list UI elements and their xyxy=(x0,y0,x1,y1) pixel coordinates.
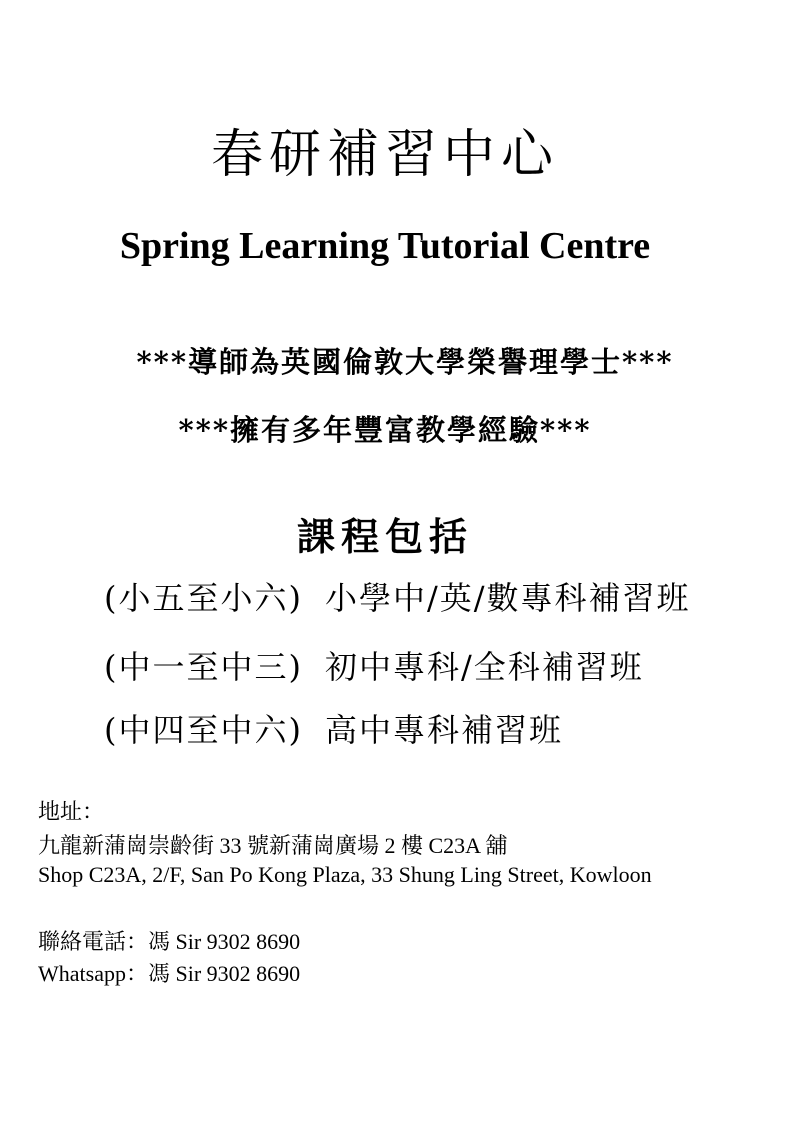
course-grade: (中四至中六) xyxy=(104,711,303,749)
course-desc: 高中專科補習班 xyxy=(324,711,563,749)
highlight-teaching-experience: ***擁有多年豐富教學經驗*** xyxy=(178,413,592,447)
contact-whatsapp: Whatsapp：馮 Sir 9302 8690 xyxy=(38,961,301,986)
address-chinese: 九龍新蒲崗崇齡街 33 號新蒲崗廣場 2 樓 C23A 舖 xyxy=(38,833,508,858)
course-grade: (中一至中三) xyxy=(104,648,303,686)
address-label: 地址： xyxy=(38,799,105,824)
course-desc: 初中專科/全科補習班 xyxy=(324,648,644,686)
courses-heading: 課程包括 xyxy=(296,514,473,559)
title-chinese: 春研補習中心 xyxy=(210,125,559,185)
course-item xyxy=(104,705,563,751)
course-item xyxy=(104,573,691,619)
contact-phone: 聯絡電話：馮 Sir 9302 8690 xyxy=(38,929,301,954)
course-desc: 小學中/英/數專科補習班 xyxy=(324,579,691,617)
course-item xyxy=(104,642,644,688)
address-english: Shop C23A, 2/F, San Po Kong Plaza, 33 Shung Ling Street, Kowloon xyxy=(38,862,652,887)
course-grade: (小五至小六) xyxy=(104,579,303,617)
title-english: Spring Learning Tutorial Centre xyxy=(119,225,651,267)
highlight-tutor-qualification: ***導師為英國倫敦大學榮譽理學士*** xyxy=(136,345,674,379)
